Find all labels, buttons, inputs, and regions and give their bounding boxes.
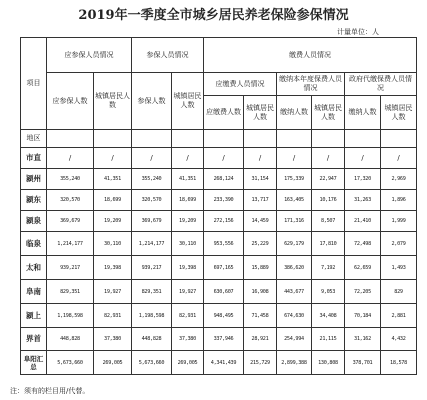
data-cell: 13,717: [244, 190, 277, 211]
data-cell: 31,263: [345, 190, 381, 211]
data-cell: 70,184: [345, 304, 381, 328]
data-cell: 269,005: [172, 351, 204, 375]
data-cell: 378,701: [345, 351, 381, 375]
data-cell: 355,240: [47, 169, 94, 190]
header-group-paying: 缴费人员情况: [204, 38, 417, 73]
data-cell: 443,677: [277, 280, 312, 304]
table-row: [21, 169, 417, 190]
data-cell: 2,881: [381, 304, 417, 328]
data-cell: 34,408: [312, 304, 345, 328]
header-ps-urban: 城镇居民人数: [244, 96, 277, 130]
data-cell: 320,570: [47, 190, 94, 211]
data-cell: 21,115: [312, 328, 345, 351]
table-row: [21, 190, 417, 211]
data-cell: 14,459: [244, 211, 277, 232]
table-row: [21, 232, 417, 256]
region-cell: 颍泉: [21, 211, 47, 232]
data-cell: 1,896: [381, 190, 417, 211]
data-cell: 28,921: [244, 328, 277, 351]
header-group-insured: 参保人员情况: [132, 38, 204, 73]
table-row-total: [21, 351, 417, 375]
header-region: 地区: [21, 130, 47, 148]
data-cell: 31,154: [244, 169, 277, 190]
data-cell: /: [132, 148, 172, 169]
data-cell: 5,673,660: [47, 351, 94, 375]
data-cell: /: [345, 148, 381, 169]
footnote: 注：须有的栏目用/代替。: [10, 387, 90, 395]
data-cell: 9,053: [312, 280, 345, 304]
data-cell: 72,205: [345, 280, 381, 304]
data-cell: 19,927: [94, 280, 132, 304]
data-cell: 30,110: [94, 232, 132, 256]
data-cell: 31,162: [345, 328, 381, 351]
data-cell: /: [204, 148, 244, 169]
data-cell: 17,810: [312, 232, 345, 256]
data-cell: 18,699: [94, 190, 132, 211]
data-cell: 948,495: [204, 304, 244, 328]
data-cell: 8,507: [312, 211, 345, 232]
data-cell: 62,659: [345, 256, 381, 280]
data-cell: 82,931: [94, 304, 132, 328]
table-row: [21, 328, 417, 351]
table-row: [21, 148, 417, 169]
data-cell: 215,729: [244, 351, 277, 375]
data-cell: 674,630: [277, 304, 312, 328]
data-cell: 175,339: [277, 169, 312, 190]
data-cell: 953,556: [204, 232, 244, 256]
table-row: [21, 280, 417, 304]
data-cell: 630,607: [204, 280, 244, 304]
region-cell: 颍东: [21, 190, 47, 211]
data-cell: 268,124: [204, 169, 244, 190]
data-cell: 1,214,177: [132, 232, 172, 256]
data-cell: 4,432: [381, 328, 417, 351]
region-cell: 界首: [21, 328, 47, 351]
region-cell: 阜南: [21, 280, 47, 304]
data-cell: 939,217: [132, 256, 172, 280]
data-cell: 37,380: [94, 328, 132, 351]
data-cell: 19,398: [94, 256, 132, 280]
header-group-should: 应参保人员情况: [47, 38, 132, 73]
data-cell: 163,405: [277, 190, 312, 211]
page-title: 2019年一季度全市城乡居民养老保险参保情况: [78, 8, 349, 23]
data-cell: 939,217: [47, 256, 94, 280]
data-cell: 71,458: [244, 304, 277, 328]
data-cell: 30,110: [172, 232, 204, 256]
data-cell: 37,380: [172, 328, 204, 351]
header-item: 项目: [21, 38, 47, 130]
data-cell: 2,969: [381, 169, 417, 190]
data-cell: 1,198,598: [132, 304, 172, 328]
data-cell: /: [244, 148, 277, 169]
data-cell: 19,209: [94, 211, 132, 232]
data-cell: 10,176: [312, 190, 345, 211]
data-cell: 1,214,177: [47, 232, 94, 256]
data-cell: 269,005: [94, 351, 132, 375]
data-cell: 171,316: [277, 211, 312, 232]
data-cell: 18,699: [172, 190, 204, 211]
data-cell: 19,927: [172, 280, 204, 304]
data-cell: 2,079: [381, 232, 417, 256]
data-cell: /: [312, 148, 345, 169]
header-self-total: 缴纳人数: [277, 96, 312, 130]
data-cell: 233,390: [204, 190, 244, 211]
data-cell: 19,209: [172, 211, 204, 232]
header-insured-urban: 城镇居民人数: [172, 73, 204, 130]
insurance-table: [20, 37, 417, 375]
data-cell: 2,899,388: [277, 351, 312, 375]
data-cell: 5,673,660: [132, 351, 172, 375]
table-row: [21, 304, 417, 328]
data-cell: 272,156: [204, 211, 244, 232]
data-cell: /: [277, 148, 312, 169]
header-ps-total: 应缴费人数: [204, 96, 244, 130]
header-should-urban: 城镇居民人数: [94, 73, 132, 130]
data-cell: 17,320: [345, 169, 381, 190]
region-cell: 颍上: [21, 304, 47, 328]
header-paying-should: 应缴费人员情况: [204, 73, 277, 96]
data-cell: 16,908: [244, 280, 277, 304]
data-cell: 18,578: [381, 351, 417, 375]
data-cell: 629,179: [277, 232, 312, 256]
data-cell: 369,679: [47, 211, 94, 232]
header-paying-self: 缴纳本年度保费人员情况: [277, 73, 345, 96]
data-cell: 41,351: [172, 169, 204, 190]
data-cell: 1,198,598: [47, 304, 94, 328]
region-cell: 颍州: [21, 169, 47, 190]
data-cell: 82,931: [172, 304, 204, 328]
data-cell: 19,398: [172, 256, 204, 280]
region-cell: 市直: [21, 148, 47, 169]
data-cell: 320,570: [132, 190, 172, 211]
data-cell: 369,679: [132, 211, 172, 232]
data-cell: 1,493: [381, 256, 417, 280]
data-cell: 697,165: [204, 256, 244, 280]
data-cell: /: [47, 148, 94, 169]
unit-label: 计量单位：人: [337, 28, 379, 36]
data-cell: 41,351: [94, 169, 132, 190]
region-cell: 临泉: [21, 232, 47, 256]
data-cell: 15,889: [244, 256, 277, 280]
data-cell: 448,828: [47, 328, 94, 351]
data-cell: /: [381, 148, 417, 169]
data-cell: 7,192: [312, 256, 345, 280]
data-cell: 130,808: [312, 351, 345, 375]
data-cell: 254,994: [277, 328, 312, 351]
header-insured-total: 参保人数: [132, 73, 172, 130]
data-cell: 25,229: [244, 232, 277, 256]
data-cell: /: [94, 148, 132, 169]
data-cell: 355,240: [132, 169, 172, 190]
data-cell: 337,946: [204, 328, 244, 351]
data-cell: 72,498: [345, 232, 381, 256]
header-should-total: 应参保人数: [47, 73, 94, 130]
header-self-urban: 城镇居民人数: [312, 96, 345, 130]
region-cell: 太和: [21, 256, 47, 280]
data-cell: /: [172, 148, 204, 169]
data-cell: 1,999: [381, 211, 417, 232]
data-cell: 22,947: [312, 169, 345, 190]
header-gov-total: 缴纳人数: [345, 96, 381, 130]
header-gov-urban: 城镇居民人数: [381, 96, 417, 130]
data-cell: 829,351: [47, 280, 94, 304]
data-cell: 829,351: [132, 280, 172, 304]
data-cell: 448,828: [132, 328, 172, 351]
data-cell: 4,341,439: [204, 351, 244, 375]
data-cell: 829: [381, 280, 417, 304]
data-cell: 21,410: [345, 211, 381, 232]
region-cell: 阜阳汇总: [21, 351, 47, 375]
data-cell: 386,620: [277, 256, 312, 280]
header-paying-gov: 政府代缴保费人员情况: [345, 73, 417, 96]
table-row: [21, 256, 417, 280]
table-row: [21, 211, 417, 232]
